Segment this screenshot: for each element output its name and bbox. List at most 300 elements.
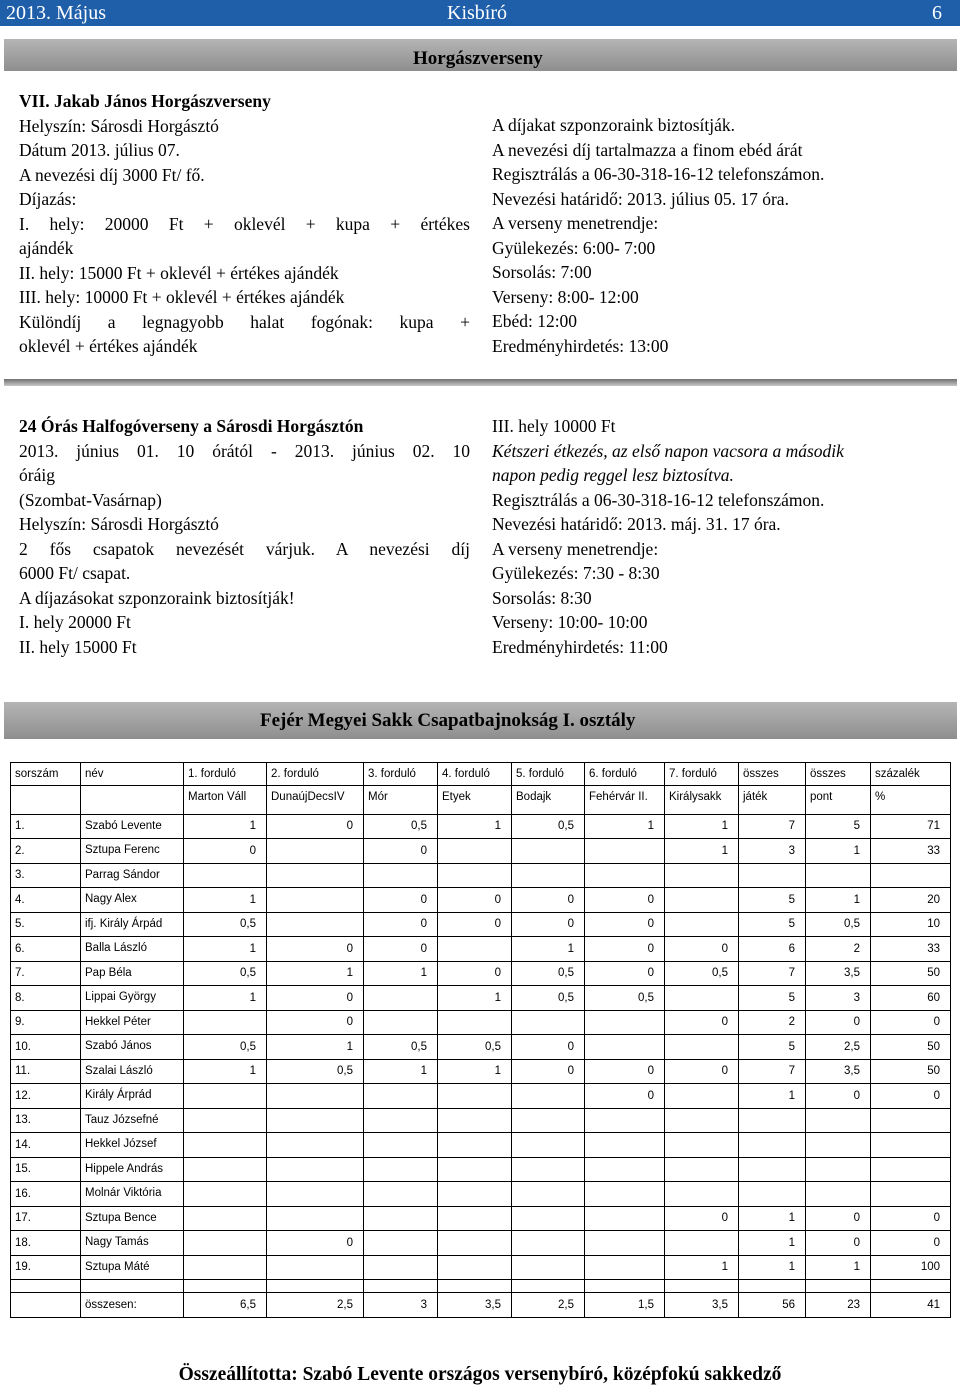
score-cell: 2 bbox=[739, 1010, 806, 1035]
score-cell: 0,5 bbox=[512, 986, 585, 1011]
score-cell bbox=[806, 863, 871, 888]
chess-body bbox=[11, 814, 951, 1280]
score-cell: 0 bbox=[267, 1010, 364, 1035]
score-cell: 0 bbox=[871, 1084, 951, 1109]
score-cell: 33 bbox=[871, 937, 951, 962]
table-row bbox=[11, 1206, 951, 1231]
score-cell bbox=[184, 1084, 267, 1109]
score-cell bbox=[438, 863, 512, 888]
totals-cell: 2,5 bbox=[267, 1293, 364, 1318]
score-cell: 5 bbox=[739, 888, 806, 913]
rank-cell: 19. bbox=[11, 1255, 81, 1280]
score-cell: 0 bbox=[665, 1206, 739, 1231]
score-cell bbox=[665, 986, 739, 1011]
score-cell: 1 bbox=[267, 961, 364, 986]
score-cell: 5 bbox=[739, 986, 806, 1011]
fishing-prize-2: II. hely: 15000 Ft + oklevél + értékes ajándék bbox=[19, 262, 339, 283]
totals-row bbox=[11, 1293, 951, 1318]
rank-cell: 2. bbox=[11, 839, 81, 864]
rank-cell: 18. bbox=[11, 1231, 81, 1256]
score-cell: 1 bbox=[438, 1059, 512, 1084]
col-header: név bbox=[81, 763, 184, 786]
totals-cell: 3,5 bbox=[438, 1293, 512, 1318]
player-name-cell: Parrag Sándor bbox=[81, 863, 184, 888]
score-cell bbox=[739, 863, 806, 888]
player-name-cell: Hippele András bbox=[81, 1157, 184, 1182]
halfogo-prize-3: III. hely 10000 Ft bbox=[492, 416, 616, 436]
score-cell: 3 bbox=[739, 839, 806, 864]
score-cell: 2,5 bbox=[806, 1035, 871, 1060]
col-subheader: pont bbox=[806, 786, 871, 815]
col-header: sorszám bbox=[11, 763, 81, 786]
player-name-cell: Szabó Levente bbox=[81, 814, 184, 839]
score-cell: 0 bbox=[267, 986, 364, 1011]
fishing-section-title: Horgászverseny bbox=[413, 48, 543, 69]
score-cell: 1 bbox=[806, 1255, 871, 1280]
col-header: 4. forduló bbox=[438, 763, 512, 786]
score-cell bbox=[512, 863, 585, 888]
player-name-cell: Hekkel József bbox=[81, 1133, 184, 1158]
player-name-cell: Hekkel Péter bbox=[81, 1010, 184, 1035]
score-cell: 50 bbox=[871, 1059, 951, 1084]
chess-section-title: Fejér Megyei Sakk Csapatbajnokság I. osztály bbox=[260, 710, 636, 731]
rank-cell: 8. bbox=[11, 986, 81, 1011]
score-cell: 2 bbox=[806, 937, 871, 962]
fishing-deadline: Nevezési határidő: 2013. július 05. 17 óra. bbox=[492, 188, 789, 209]
score-cell bbox=[364, 1010, 438, 1035]
player-name-cell: Nagy Alex bbox=[81, 888, 184, 913]
fishing-prize-1: I. hely: 20000 Ft + oklevél + kupa + értékes bbox=[19, 213, 470, 234]
score-cell: 0 bbox=[871, 1010, 951, 1035]
fishing-right-column bbox=[492, 113, 947, 358]
score-cell: 1 bbox=[585, 814, 665, 839]
col-subheader bbox=[11, 786, 81, 815]
score-cell: 1 bbox=[512, 937, 585, 962]
table-row bbox=[11, 912, 951, 937]
score-cell bbox=[184, 1182, 267, 1207]
score-cell bbox=[364, 1206, 438, 1231]
score-cell bbox=[438, 1108, 512, 1133]
score-cell bbox=[364, 1182, 438, 1207]
score-cell: 7 bbox=[739, 1059, 806, 1084]
fishing-sponsors: A díjakat szponzoraink biztosítják. bbox=[492, 115, 736, 135]
score-cell bbox=[512, 1084, 585, 1109]
player-name-cell: ifj. Király Árpád bbox=[81, 912, 184, 937]
score-cell bbox=[512, 1255, 585, 1280]
col-header: összes bbox=[739, 763, 806, 786]
score-cell: 0 bbox=[512, 888, 585, 913]
fishing-prize-3: III. hely: 10000 Ft + oklevél + értékes ajándék bbox=[19, 287, 345, 307]
player-name-cell: Sztupa Ferenc bbox=[81, 839, 184, 864]
score-cell: 1 bbox=[665, 1255, 739, 1280]
issue-date: 2013. Május bbox=[6, 2, 106, 24]
score-cell bbox=[438, 1255, 512, 1280]
score-cell bbox=[665, 1133, 739, 1158]
score-cell: 0,5 bbox=[267, 1059, 364, 1084]
table-row bbox=[11, 1231, 951, 1256]
halfogo-schedule-label: A verseny menetrendje: bbox=[492, 538, 659, 559]
score-cell: 0,5 bbox=[364, 814, 438, 839]
score-cell bbox=[665, 863, 739, 888]
score-cell: 3,5 bbox=[806, 1059, 871, 1084]
score-cell bbox=[585, 1035, 665, 1060]
score-cell bbox=[512, 1231, 585, 1256]
score-cell: 33 bbox=[871, 839, 951, 864]
halfogo-date-cont: óráig bbox=[19, 465, 55, 485]
fishing-venue: Helyszín: Sárosdi Horgásztó bbox=[19, 115, 219, 136]
score-cell bbox=[512, 1010, 585, 1035]
table-row bbox=[11, 1035, 951, 1060]
score-cell: 0 bbox=[665, 937, 739, 962]
halfogo-prize-1: I. hely 20000 Ft bbox=[19, 612, 131, 632]
table-row bbox=[11, 1157, 951, 1182]
col-subheader: % bbox=[871, 786, 951, 815]
score-cell: 1 bbox=[364, 1059, 438, 1084]
score-cell: 1 bbox=[739, 1255, 806, 1280]
fishing-schedule-label: A verseny menetrendje: bbox=[492, 213, 659, 233]
score-cell bbox=[184, 1206, 267, 1231]
score-cell: 0,5 bbox=[364, 1035, 438, 1060]
score-cell bbox=[585, 1206, 665, 1231]
score-cell: 0,5 bbox=[184, 1035, 267, 1060]
score-cell bbox=[267, 1108, 364, 1133]
fishing-special-prize-cont: oklevél + értékes ajándék bbox=[19, 336, 198, 356]
player-name-cell: Király Árprád bbox=[81, 1084, 184, 1109]
rank-cell: 13. bbox=[11, 1108, 81, 1133]
score-cell: 1 bbox=[665, 839, 739, 864]
halfogo-title: 24 Órás Halfogóverseny a Sárosdi Horgásztón bbox=[19, 416, 364, 436]
fishing-special-prize: Különdíj a legnagyobb halat fogónak: kupa + bbox=[19, 311, 470, 332]
score-cell: 1 bbox=[267, 1035, 364, 1060]
fishing-lunch: Ebéd: 12:00 bbox=[492, 311, 578, 331]
score-cell bbox=[665, 1182, 739, 1207]
score-cell: 3 bbox=[806, 986, 871, 1011]
score-cell bbox=[512, 1182, 585, 1207]
score-cell: 0 bbox=[585, 1084, 665, 1109]
score-cell bbox=[806, 1157, 871, 1182]
score-cell bbox=[512, 839, 585, 864]
fishing-prizes-label: Díjazás: bbox=[19, 189, 77, 209]
score-cell bbox=[871, 1133, 951, 1158]
score-cell: 0 bbox=[512, 912, 585, 937]
halfogo-gathering: Gyülekezés: 7:30 - 8:30 bbox=[492, 563, 660, 583]
score-cell bbox=[665, 1231, 739, 1256]
page-number: 6 bbox=[932, 2, 942, 24]
score-cell bbox=[585, 1010, 665, 1035]
section-divider bbox=[4, 379, 957, 386]
score-cell: 0 bbox=[364, 912, 438, 937]
score-cell bbox=[512, 1157, 585, 1182]
score-cell bbox=[364, 863, 438, 888]
score-cell bbox=[438, 1133, 512, 1158]
score-cell: 10 bbox=[871, 912, 951, 937]
rank-cell: 12. bbox=[11, 1084, 81, 1109]
table-row bbox=[11, 961, 951, 986]
table-row bbox=[11, 1182, 951, 1207]
halfogo-date: 2013. június 01. 10 órától - 2013. június 02. 10 bbox=[19, 440, 470, 461]
rank-cell: 10. bbox=[11, 1035, 81, 1060]
score-cell bbox=[665, 912, 739, 937]
score-cell: 50 bbox=[871, 1035, 951, 1060]
score-cell: 20 bbox=[871, 888, 951, 913]
rank-cell: 4. bbox=[11, 888, 81, 913]
score-cell: 0,5 bbox=[585, 986, 665, 1011]
score-cell bbox=[267, 912, 364, 937]
score-cell: 0 bbox=[806, 1010, 871, 1035]
rank-cell: 1. bbox=[11, 814, 81, 839]
score-cell bbox=[871, 1108, 951, 1133]
score-cell bbox=[512, 1206, 585, 1231]
col-header: 2. forduló bbox=[267, 763, 364, 786]
table-row bbox=[11, 814, 951, 839]
score-cell: 0,5 bbox=[438, 1035, 512, 1060]
rank-cell: 7. bbox=[11, 961, 81, 986]
score-cell bbox=[665, 1108, 739, 1133]
score-cell bbox=[665, 888, 739, 913]
rank-cell: 5. bbox=[11, 912, 81, 937]
col-header: százalék bbox=[871, 763, 951, 786]
player-name-cell: Tauz Józsefné bbox=[81, 1108, 184, 1133]
halfogo-registration: Regisztrálás a 06-30-318-16-12 telefonszámon. bbox=[492, 489, 825, 510]
score-cell bbox=[364, 986, 438, 1011]
score-cell: 1 bbox=[739, 1206, 806, 1231]
score-cell: 0 bbox=[585, 961, 665, 986]
rank-cell: 3. bbox=[11, 863, 81, 888]
score-cell bbox=[267, 839, 364, 864]
score-cell bbox=[806, 1182, 871, 1207]
score-cell: 71 bbox=[871, 814, 951, 839]
table-row bbox=[11, 1010, 951, 1035]
score-cell bbox=[871, 863, 951, 888]
score-cell: 1 bbox=[806, 888, 871, 913]
halfogo-meals-cont: napon pedig reggel lesz biztosítva. bbox=[492, 465, 734, 485]
score-cell: 0 bbox=[512, 1035, 585, 1060]
score-cell: 1 bbox=[438, 986, 512, 1011]
player-name-cell: Balla László bbox=[81, 937, 184, 962]
score-cell bbox=[184, 1231, 267, 1256]
score-cell bbox=[184, 1010, 267, 1035]
score-cell bbox=[585, 863, 665, 888]
halfogo-results: Eredményhirdetés: 11:00 bbox=[492, 636, 668, 657]
halfogo-prize-2: II. hely 15000 Ft bbox=[19, 636, 137, 657]
rank-cell: 14. bbox=[11, 1133, 81, 1158]
col-header: 5. forduló bbox=[512, 763, 585, 786]
halfogo-venue: Helyszín: Sárosdi Horgásztó bbox=[19, 514, 219, 534]
score-cell: 5 bbox=[739, 1035, 806, 1060]
rank-cell: 11. bbox=[11, 1059, 81, 1084]
score-cell bbox=[512, 1108, 585, 1133]
table-row bbox=[11, 863, 951, 888]
score-cell: 0 bbox=[871, 1231, 951, 1256]
score-cell: 1 bbox=[184, 888, 267, 913]
score-cell bbox=[184, 1108, 267, 1133]
score-cell bbox=[267, 888, 364, 913]
score-cell bbox=[739, 1108, 806, 1133]
score-cell: 0 bbox=[364, 839, 438, 864]
fishing-draw: Sorsolás: 7:00 bbox=[492, 262, 592, 282]
score-cell bbox=[871, 1157, 951, 1182]
score-cell: 0 bbox=[665, 1059, 739, 1084]
score-cell: 1 bbox=[364, 961, 438, 986]
player-name-cell: Molnár Viktória bbox=[81, 1182, 184, 1207]
score-cell: 5 bbox=[806, 814, 871, 839]
score-cell bbox=[267, 863, 364, 888]
score-cell bbox=[438, 937, 512, 962]
player-name-cell: Pap Béla bbox=[81, 961, 184, 986]
score-cell bbox=[364, 1108, 438, 1133]
score-cell bbox=[364, 1133, 438, 1158]
fishing-date: Dátum 2013. július 07. bbox=[19, 140, 180, 160]
score-cell: 0 bbox=[806, 1084, 871, 1109]
score-cell bbox=[512, 1133, 585, 1158]
col-header: 6. forduló bbox=[585, 763, 665, 786]
halfogo-days: (Szombat-Vasárnap) bbox=[19, 489, 162, 510]
score-cell bbox=[665, 1035, 739, 1060]
score-cell bbox=[806, 1133, 871, 1158]
score-cell bbox=[267, 1182, 364, 1207]
halfogo-teams: 2 fős csapatok nevezését várjuk. A nevezési díj bbox=[19, 538, 470, 559]
score-cell: 1 bbox=[665, 814, 739, 839]
score-cell bbox=[438, 1157, 512, 1182]
totals-cell: 23 bbox=[806, 1293, 871, 1318]
table-row bbox=[11, 986, 951, 1011]
page-header bbox=[0, 0, 960, 26]
score-cell bbox=[438, 839, 512, 864]
score-cell: 0 bbox=[267, 814, 364, 839]
table-row bbox=[11, 1133, 951, 1158]
score-cell bbox=[267, 1255, 364, 1280]
score-cell: 0,5 bbox=[806, 912, 871, 937]
fishing-entry-fee: A nevezési díj 3000 Ft/ fő. bbox=[19, 164, 205, 185]
paper-name: Kisbíró bbox=[447, 2, 507, 24]
fishing-competition: Verseny: 8:00- 12:00 bbox=[492, 286, 639, 307]
table-row bbox=[11, 1255, 951, 1280]
fishing-fee-note: A nevezési díj tartalmazza a finom ebéd árát bbox=[492, 139, 803, 160]
fishing-prize-1-cont: ajándék bbox=[19, 238, 74, 258]
score-cell: 1 bbox=[184, 986, 267, 1011]
halfogo-sponsors: A díjazásokat szponzoraink biztosítják! bbox=[19, 587, 295, 608]
score-cell: 1 bbox=[438, 814, 512, 839]
rank-cell: 9. bbox=[11, 1010, 81, 1035]
score-cell: 0 bbox=[184, 839, 267, 864]
col-subheader: Marton Váll bbox=[184, 786, 267, 815]
halfogo-meals: Kétszeri étkezés, az első napon vacsora a második bbox=[492, 440, 844, 461]
score-cell bbox=[806, 1108, 871, 1133]
totals-cell: 3 bbox=[364, 1293, 438, 1318]
score-cell bbox=[739, 1133, 806, 1158]
score-cell: 0 bbox=[267, 937, 364, 962]
score-cell: 1 bbox=[184, 1059, 267, 1084]
table-row bbox=[11, 1059, 951, 1084]
score-cell bbox=[438, 1231, 512, 1256]
col-header: 3. forduló bbox=[364, 763, 438, 786]
halfogo-competition: Verseny: 10:00- 10:00 bbox=[492, 612, 648, 632]
score-cell: 1 bbox=[739, 1084, 806, 1109]
col-subheader bbox=[81, 786, 184, 815]
totals-cell: 3,5 bbox=[665, 1293, 739, 1318]
score-cell bbox=[184, 863, 267, 888]
score-cell bbox=[585, 1108, 665, 1133]
score-cell bbox=[364, 1231, 438, 1256]
score-cell bbox=[665, 1084, 739, 1109]
col-subheader: Királysakk bbox=[665, 786, 739, 815]
rank-cell: 6. bbox=[11, 937, 81, 962]
fishing-event-title: VII. Jakab János Horgászverseny bbox=[19, 91, 271, 111]
fishing-left-column bbox=[19, 89, 470, 359]
col-subheader: DunaújDecsIV bbox=[267, 786, 364, 815]
player-name-cell: Sztupa Bence bbox=[81, 1206, 184, 1231]
score-cell: 3,5 bbox=[806, 961, 871, 986]
table-row bbox=[11, 1084, 951, 1109]
col-subheader: Fehérvár II. bbox=[585, 786, 665, 815]
score-cell: 1 bbox=[739, 1231, 806, 1256]
score-cell: 0 bbox=[364, 888, 438, 913]
rank-cell: 16. bbox=[11, 1182, 81, 1207]
score-cell bbox=[438, 1010, 512, 1035]
score-cell: 0 bbox=[871, 1206, 951, 1231]
totals-cell bbox=[11, 1293, 81, 1318]
chess-header-row bbox=[11, 763, 951, 786]
player-name-cell: Nagy Tamás bbox=[81, 1231, 184, 1256]
score-cell bbox=[665, 1157, 739, 1182]
col-subheader: Bodajk bbox=[512, 786, 585, 815]
halfogo-left-column bbox=[19, 414, 470, 659]
col-subheader: játék bbox=[739, 786, 806, 815]
score-cell bbox=[364, 1255, 438, 1280]
compiler-credit: Összeállította: Szabó Levente országos versenybíró, középfokú sakkedző bbox=[178, 1364, 782, 1385]
table-row bbox=[11, 1108, 951, 1133]
rank-cell: 15. bbox=[11, 1157, 81, 1182]
score-cell: 0 bbox=[585, 912, 665, 937]
score-cell bbox=[585, 1133, 665, 1158]
score-cell bbox=[184, 1157, 267, 1182]
halfogo-right-column bbox=[492, 414, 947, 659]
score-cell: 0 bbox=[438, 888, 512, 913]
fishing-registration: Regisztrálás a 06-30-318-16-12 telefonszámon. bbox=[492, 164, 825, 184]
score-cell bbox=[438, 1206, 512, 1231]
score-cell: 0,5 bbox=[665, 961, 739, 986]
totals-cell: 41 bbox=[871, 1293, 951, 1318]
score-cell: 0 bbox=[267, 1231, 364, 1256]
col-header: 1. forduló bbox=[184, 763, 267, 786]
totals-label: összesen: bbox=[81, 1293, 184, 1318]
score-cell: 7 bbox=[739, 814, 806, 839]
score-cell bbox=[364, 1084, 438, 1109]
score-cell bbox=[438, 1182, 512, 1207]
table-row bbox=[11, 937, 951, 962]
score-cell: 1 bbox=[184, 937, 267, 962]
score-cell: 0 bbox=[665, 1010, 739, 1035]
fishing-gathering: Gyülekezés: 6:00- 7:00 bbox=[492, 237, 656, 258]
score-cell: 1 bbox=[184, 814, 267, 839]
score-cell bbox=[267, 1084, 364, 1109]
score-cell bbox=[585, 1157, 665, 1182]
fishing-results: Eredményhirdetés: 13:00 bbox=[492, 335, 669, 356]
score-cell bbox=[585, 1255, 665, 1280]
score-cell bbox=[585, 1182, 665, 1207]
score-cell bbox=[267, 1206, 364, 1231]
score-cell bbox=[184, 1133, 267, 1158]
score-cell: 60 bbox=[871, 986, 951, 1011]
score-cell bbox=[585, 1231, 665, 1256]
table-row bbox=[11, 839, 951, 864]
score-cell: 0 bbox=[585, 1059, 665, 1084]
score-cell: 0 bbox=[364, 937, 438, 962]
score-cell: 0,5 bbox=[184, 912, 267, 937]
spacer-row bbox=[11, 1280, 951, 1293]
score-cell bbox=[184, 1255, 267, 1280]
score-cell bbox=[871, 1182, 951, 1207]
